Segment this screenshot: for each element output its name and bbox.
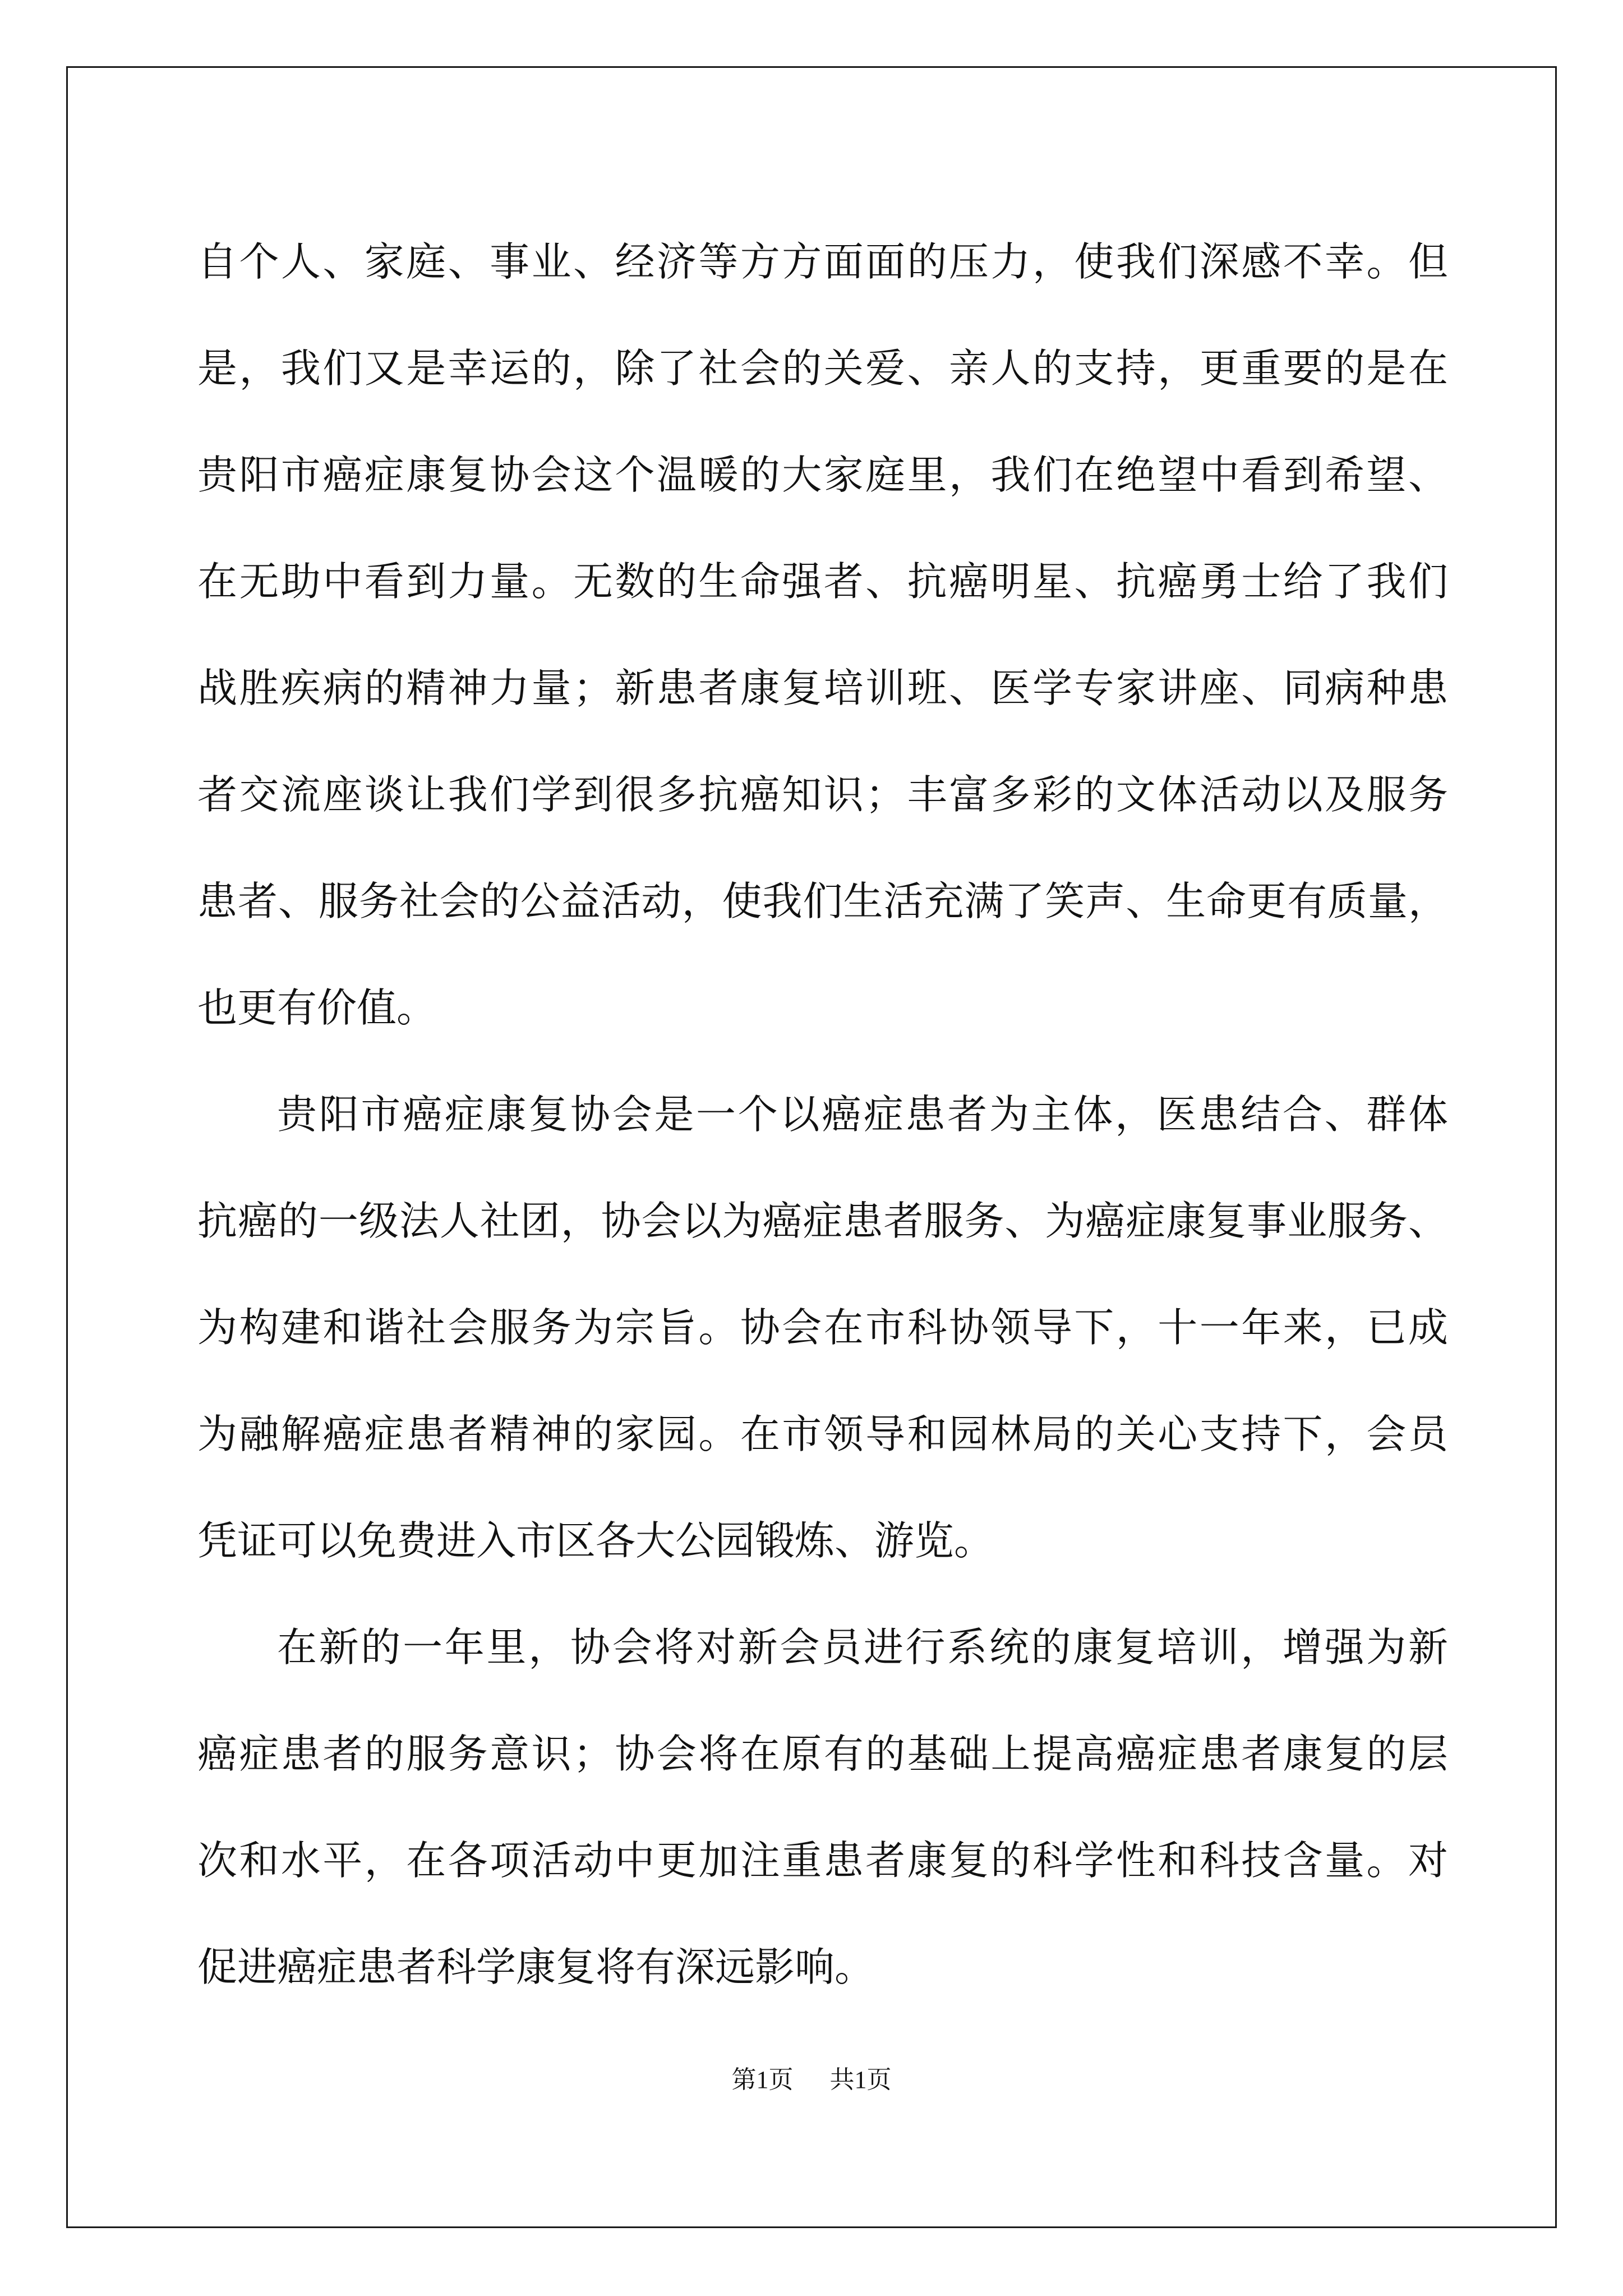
page-number: 第1页 xyxy=(731,2066,794,2093)
text-line: 凭证可以免费进入市区各大公园锻炼、游览。 xyxy=(197,1517,994,1564)
text-line: 者交流座谈让我们学到很多抗癌知识；丰富多彩的文体活动以及服务 xyxy=(197,771,1448,818)
paragraph-first-line: 贵阳市癌症康复协会是一个以癌症患者为主体，医患结合、群体 xyxy=(277,1091,1448,1138)
text-line: 在无助中看到力量。无数的生命强者、抗癌明星、抗癌勇士给了我们 xyxy=(197,558,1448,605)
text-line: 贵阳市癌症康复协会这个温暖的大家庭里，我们在绝望中看到希望、 xyxy=(197,452,1448,498)
text-line: 抗癌的一级法人社团，协会以为癌症患者服务、为癌症康复事业服务、 xyxy=(197,1198,1448,1244)
text-line: 促进癌症患者科学康复将有深远影响。 xyxy=(197,1944,875,1990)
text-line: 为融解癌症患者精神的家园。在市领导和园林局的关心支持下，会员 xyxy=(197,1411,1448,1457)
text-line: 是，我们又是幸运的，除了社会的关爱、亲人的支持，更重要的是在 xyxy=(197,345,1448,392)
page-footer xyxy=(0,2063,1623,2097)
text-line: 战胜疾病的精神力量；新患者康复培训班、医学专家讲座、同病种患 xyxy=(197,665,1448,711)
text-line: 患者、服务社会的公益活动，使我们生活充满了笑声、生命更有质量， xyxy=(197,878,1448,924)
text-line: 自个人、家庭、事业、经济等方方面面的压力，使我们深感不幸。但 xyxy=(197,238,1448,285)
text-line: 为构建和谐社会服务为宗旨。协会在市科协领导下，十一年来，已成 xyxy=(197,1304,1448,1351)
page-total: 共1页 xyxy=(829,2066,892,2093)
document-body xyxy=(197,209,1448,2021)
text-line: 也更有价值。 xyxy=(197,984,437,1031)
text-line: 次和水平，在各项活动中更加注重患者康复的科学性和科技含量。对 xyxy=(197,1837,1448,1884)
paragraph-first-line: 在新的一年里，协会将对新会员进行系统的康复培训，增强为新 xyxy=(277,1624,1448,1671)
text-line: 癌症患者的服务意识；协会将在原有的基础上提高癌症患者康复的层 xyxy=(197,1731,1448,1777)
